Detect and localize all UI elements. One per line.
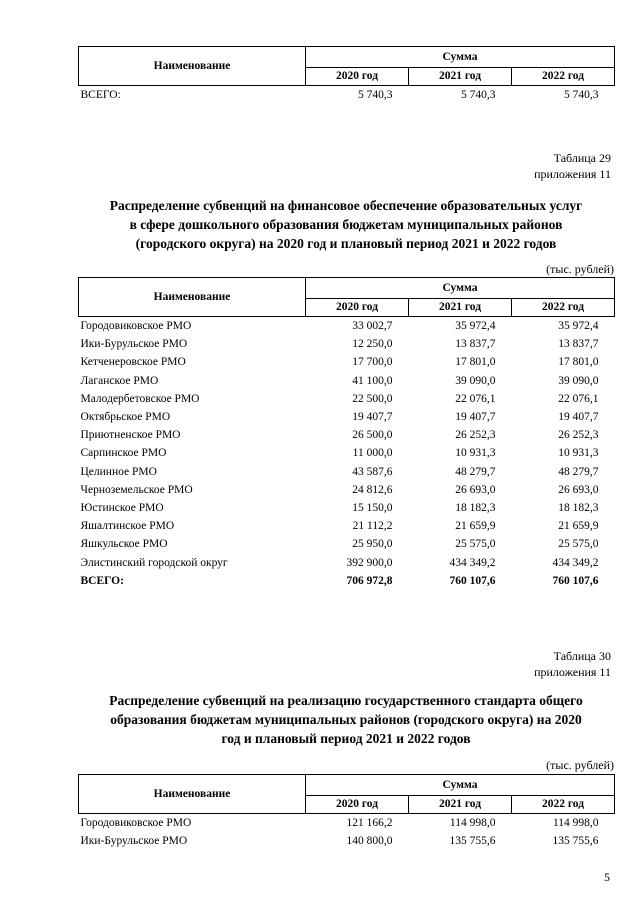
row-name: Целинное РМО	[80, 465, 157, 478]
row-value-2021: 26 252,3	[455, 429, 496, 442]
header-year-2020: 2020 год	[306, 795, 409, 813]
table-row	[79, 517, 615, 535]
row-value-2022: 26 252,3	[558, 429, 599, 442]
row-value-2020: 5 740,3	[358, 89, 393, 102]
row-value-2020: 43 587,6	[352, 465, 393, 478]
row-value-2022: 39 090,0	[558, 374, 599, 387]
row-value-2021: 17 801,0	[455, 356, 496, 369]
table-row	[79, 535, 615, 553]
title-line: в сфере дошкольного образования бюджетам муниципальных районов	[129, 217, 563, 232]
header-year-2020: 2020 год	[306, 67, 409, 85]
table-top	[78, 46, 615, 104]
row-name: Яшалтинское РМО	[80, 520, 175, 533]
title-line: Распределение субвенций на реализацию государственного стандарта общего	[109, 693, 583, 708]
row-value-2022: 114 998,0	[552, 817, 599, 830]
header-sum: Сумма	[306, 47, 615, 68]
row-name: Ики-Бурульское РМО	[80, 338, 188, 351]
row-value-2022: 35 972,4	[558, 320, 599, 333]
row-name: Ики-Бурульское РМО	[80, 835, 188, 848]
row-value-2022: 22 076,1	[558, 392, 599, 405]
row-value-2022: 760 107,6	[552, 574, 599, 587]
total-row	[79, 572, 615, 590]
row-value-2020: 706 972,8	[346, 574, 393, 587]
row-value-2021: 26 693,0	[455, 483, 496, 496]
row-name: Элистинский городской округ	[80, 556, 228, 569]
table-30	[78, 774, 615, 850]
row-value-2021: 760 107,6	[449, 574, 496, 587]
table-30-note	[534, 648, 611, 680]
header-year-2020: 2020 год	[306, 298, 409, 316]
table-row	[79, 390, 615, 408]
header-name: Наименование	[79, 278, 306, 317]
table-row	[79, 408, 615, 426]
section-30-title	[78, 691, 614, 748]
row-value-2022: 19 407,7	[558, 411, 599, 424]
table-row	[79, 353, 615, 371]
table-number: Таблица 29	[553, 151, 611, 165]
title-line: год и плановый период 2021 и 2022 годов	[221, 731, 471, 746]
table-row	[79, 317, 615, 336]
title-line: Распределение субвенций на финансовое обеспечение образовательных услуг	[109, 198, 583, 213]
header-year-2021: 2021 год	[409, 298, 512, 316]
row-value-2020: 11 000,0	[352, 447, 393, 460]
section-29-title	[78, 196, 614, 253]
table-row	[79, 553, 615, 571]
row-name: Лаганское РМО	[80, 374, 159, 387]
table-row	[79, 86, 615, 105]
header-year-2021: 2021 год	[409, 795, 512, 813]
row-name: ВСЕГО:	[80, 574, 124, 587]
row-name: Малодербетовское РМО	[80, 392, 200, 405]
row-name: Приютненское РМО	[80, 429, 181, 442]
row-value-2020: 121 166,2	[346, 817, 393, 830]
row-value-2021: 135 755,6	[449, 835, 496, 848]
row-value-2022: 18 182,3	[558, 501, 599, 514]
header-sum: Сумма	[306, 775, 615, 796]
table-row	[79, 335, 615, 353]
row-value-2021: 21 659,9	[455, 520, 496, 533]
row-value-2022: 5 740,3	[564, 89, 599, 102]
header-year-2022: 2022 год	[512, 795, 615, 813]
row-value-2020: 33 002,7	[352, 320, 393, 333]
header-year-2022: 2022 год	[512, 298, 615, 316]
row-value-2020: 140 800,0	[346, 835, 393, 848]
row-value-2021: 25 575,0	[455, 538, 496, 551]
page-number: 5	[604, 870, 610, 884]
row-value-2020: 21 112,2	[352, 520, 393, 533]
row-value-2020: 12 250,0	[352, 338, 393, 351]
table-29	[78, 277, 615, 590]
table-row	[79, 444, 615, 462]
row-name: Черноземельское РМО	[80, 483, 193, 496]
row-value-2020: 22 500,0	[352, 392, 393, 405]
title-line: (городского округа) на 2020 год и плановый период 2021 и 2022 годов	[135, 236, 557, 251]
row-name: Городовиковское РМО	[80, 320, 192, 333]
row-value-2021: 434 349,2	[449, 556, 496, 569]
row-name: Сарпинское РМО	[80, 447, 167, 460]
row-value-2022: 21 659,9	[558, 520, 599, 533]
table-row	[79, 832, 615, 850]
header-name: Наименование	[79, 775, 306, 814]
unit-label: (тыс. рублей)	[546, 758, 614, 772]
table-row	[79, 463, 615, 481]
table-row	[79, 372, 615, 390]
row-value-2020: 15 150,0	[352, 501, 393, 514]
row-value-2021: 13 837,7	[455, 338, 496, 351]
table-row	[79, 814, 615, 833]
table-row	[79, 499, 615, 517]
unit-label: (тыс. рублей)	[546, 262, 614, 276]
header-year-2021: 2021 год	[409, 67, 512, 85]
row-value-2020: 17 700,0	[352, 356, 393, 369]
row-value-2020: 19 407,7	[352, 411, 393, 424]
table-row	[79, 481, 615, 499]
row-value-2020: 41 100,0	[352, 374, 393, 387]
appendix-label: приложения 11	[534, 167, 611, 181]
row-value-2021: 22 076,1	[455, 392, 496, 405]
row-value-2021: 114 998,0	[449, 817, 496, 830]
header-year-2022: 2022 год	[512, 67, 615, 85]
title-line: образования бюджетам муниципальных районов (городского округа) на 2020	[110, 712, 582, 727]
table-29-note	[534, 150, 611, 182]
row-name: Юстинское РМО	[80, 501, 164, 514]
row-value-2022: 48 279,7	[558, 465, 599, 478]
row-value-2022: 17 801,0	[558, 356, 599, 369]
row-name: Яшкульское РМО	[80, 538, 168, 551]
header-name: Наименование	[79, 47, 306, 86]
row-name: Кетченеровское РМО	[80, 356, 186, 369]
row-value-2022: 135 755,6	[552, 835, 599, 848]
row-value-2020: 25 950,0	[352, 538, 393, 551]
row-value-2022: 26 693,0	[558, 483, 599, 496]
row-value-2020: 24 812,6	[352, 483, 393, 496]
row-value-2022: 10 931,3	[558, 447, 599, 460]
row-value-2021: 39 090,0	[455, 374, 496, 387]
table-number: Таблица 30	[553, 649, 611, 663]
appendix-label: приложения 11	[534, 665, 611, 679]
row-value-2021: 10 931,3	[455, 447, 496, 460]
row-name: Городовиковское РМО	[80, 817, 192, 830]
row-value-2022: 434 349,2	[552, 556, 599, 569]
row-name: ВСЕГО:	[80, 89, 121, 102]
header-sum: Сумма	[306, 278, 615, 299]
table-row	[79, 426, 615, 444]
row-value-2021: 5 740,3	[461, 89, 496, 102]
row-value-2021: 19 407,7	[455, 411, 496, 424]
row-value-2022: 25 575,0	[558, 538, 599, 551]
row-value-2021: 18 182,3	[455, 501, 496, 514]
row-name: Октябрьское РМО	[80, 411, 171, 424]
row-value-2020: 392 900,0	[346, 556, 393, 569]
row-value-2020: 26 500,0	[352, 429, 393, 442]
row-value-2021: 35 972,4	[455, 320, 496, 333]
row-value-2021: 48 279,7	[455, 465, 496, 478]
row-value-2022: 13 837,7	[558, 338, 599, 351]
